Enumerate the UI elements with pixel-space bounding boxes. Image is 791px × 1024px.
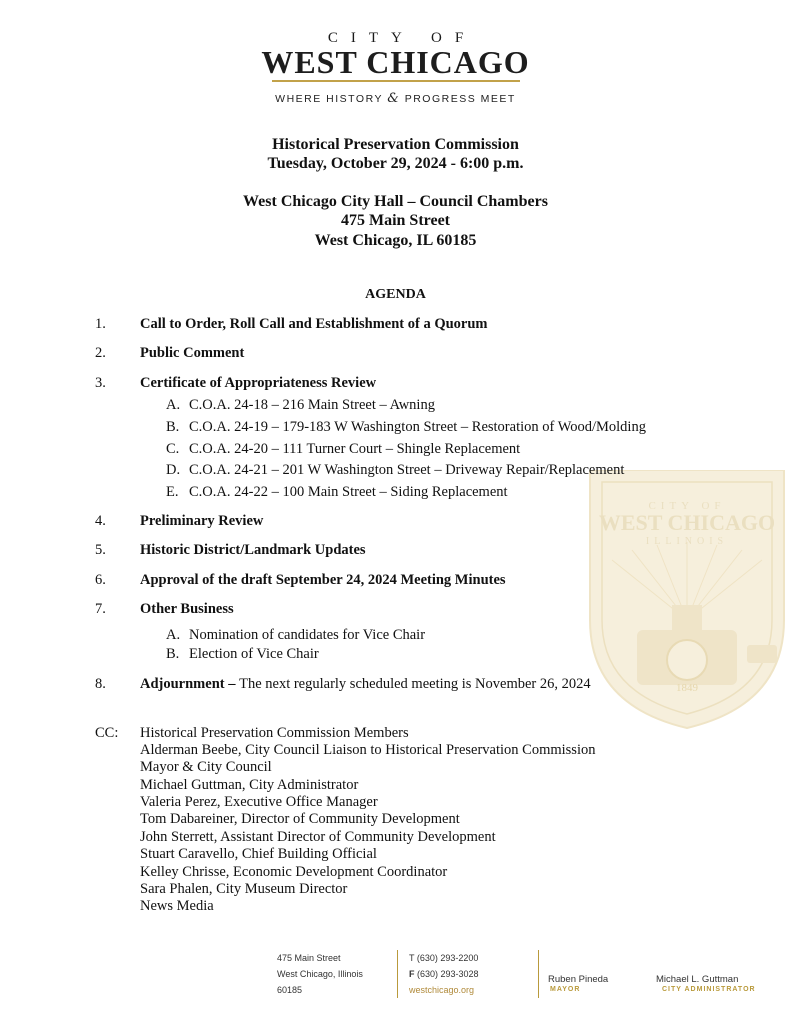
tagline-part-1: WHERE HISTORY [275, 93, 383, 105]
meeting-city: West Chicago, IL 60185 [314, 232, 477, 249]
cc-recipient: Stuart Caravello, Chief Building Official [140, 846, 377, 862]
footer-divider [538, 950, 539, 998]
item-title: Public Comment [140, 345, 245, 361]
cc-recipient: Sara Phalen, City Museum Director [140, 881, 348, 897]
sub-item-text: C.O.A. 24-18 – 216 Main Street – Awning [189, 397, 435, 413]
sub-item-letter: D. [166, 462, 181, 478]
tagline-part-2: PROGRESS MEET [404, 93, 516, 105]
logo-chicago: CHICAGO [366, 44, 530, 80]
logo-west: WEST [261, 44, 358, 80]
sub-item-text: Election of Vice Chair [189, 646, 319, 662]
adjournment-label: Adjournment – [140, 676, 236, 692]
item-title: Call to Order, Roll Call and Establishment of a Quorum [140, 316, 488, 332]
footer-fax [409, 969, 479, 979]
meeting-title: Historical Preservation Commission [272, 136, 519, 153]
item-number: 7. [95, 601, 106, 617]
sub-item-letter: C. [166, 441, 180, 457]
footer-phone: T (630) 293-2200 [409, 953, 479, 963]
watermark-name: WEST CHICAGO [598, 510, 776, 535]
item-title: Historic District/Landmark Updates [140, 542, 366, 558]
footer-address-line-3: 60185 [277, 985, 303, 995]
logo-tagline [0, 91, 791, 106]
agenda-heading: AGENDA [365, 287, 426, 302]
footer-admin-title: CITY ADMINISTRATOR [662, 986, 756, 993]
footer-divider [397, 950, 398, 998]
item-title: Preliminary Review [140, 513, 264, 529]
sub-item-letter: A. [166, 627, 181, 643]
item-number: 2. [95, 345, 106, 361]
meeting-datetime: Tuesday, October 29, 2024 - 6:00 p.m. [267, 155, 524, 172]
footer-fax-number: (630) 293-3028 [417, 969, 479, 979]
footer-website-link[interactable]: westchicago.org [409, 985, 475, 995]
footer-fax-label: F [409, 969, 415, 979]
logo-city-of: CITY OF [327, 30, 477, 46]
sub-item-letter: A. [166, 397, 181, 413]
item-number: 1. [95, 316, 106, 332]
footer-admin-name: Michael L. Guttman [656, 974, 739, 985]
cc-recipient: Michael Guttman, City Administrator [140, 777, 359, 793]
meeting-street: 475 Main Street [340, 212, 450, 229]
item-title: Other Business [140, 601, 234, 617]
sub-item-text: C.O.A. 24-20 – 111 Turner Court – Shingle Replacement [189, 441, 521, 457]
sub-item-letter: B. [166, 646, 180, 662]
item-title [140, 676, 591, 693]
item-title: Approval of the draft September 24, 2024 Meeting Minutes [140, 572, 506, 588]
footer-mayor-title: MAYOR [550, 986, 581, 993]
tagline-ampersand: & [387, 91, 401, 106]
cc-recipient: Historical Preservation Commission Members [140, 725, 409, 741]
sub-item-letter: E. [166, 484, 179, 500]
cc-recipient: John Sterrett, Assistant Director of Community Development [140, 829, 496, 845]
watermark-city-of: CITY OF [648, 500, 726, 512]
cc-recipient: News Media [140, 898, 214, 914]
cc-recipient: Tom Dabareiner, Director of Community Development [140, 811, 460, 827]
item-number: 3. [95, 375, 106, 391]
item-number: 8. [95, 676, 106, 692]
sub-item-text: Nomination of candidates for Vice Chair [189, 627, 426, 643]
item-number: 4. [95, 513, 106, 529]
footer-mayor-name: Ruben Pineda [548, 974, 609, 985]
footer-address-line-2: West Chicago, Illinois [277, 969, 363, 979]
footer-address-line-1: 475 Main Street [277, 953, 341, 963]
watermark-state: ILLINOIS [645, 536, 729, 547]
cc-recipient: Valeria Perez, Executive Office Manager [140, 794, 378, 810]
logo-underline [272, 80, 520, 82]
sub-item-text: C.O.A. 24-19 – 179-183 W Washington Street – Restoration of Wood/Molding [189, 419, 646, 435]
cc-label: CC: [95, 725, 119, 741]
sub-item-letter: B. [166, 419, 180, 435]
item-title: Certificate of Appropriateness Review [140, 375, 377, 391]
item-number: 6. [95, 572, 106, 588]
adjournment-note: The next regularly scheduled meeting is November 26, 2024 [239, 676, 591, 692]
cc-recipient: Mayor & City Council [140, 759, 272, 775]
item-number: 5. [95, 542, 106, 558]
sub-item-text: C.O.A. 24-21 – 201 W Washington Street – Driveway Repair/Replacement [189, 462, 625, 478]
cc-recipient: Alderman Beebe, City Council Liaison to Historical Preservation Commission [140, 742, 596, 758]
watermark-year: 1849 [676, 682, 698, 694]
cc-recipient: Kelley Chrisse, Economic Development Coordinator [140, 864, 448, 880]
meeting-location: West Chicago City Hall – Council Chambers [243, 193, 548, 210]
logo-wordmark [0, 44, 791, 81]
sub-item-text: C.O.A. 24-22 – 100 Main Street – Siding Replacement [189, 484, 508, 500]
